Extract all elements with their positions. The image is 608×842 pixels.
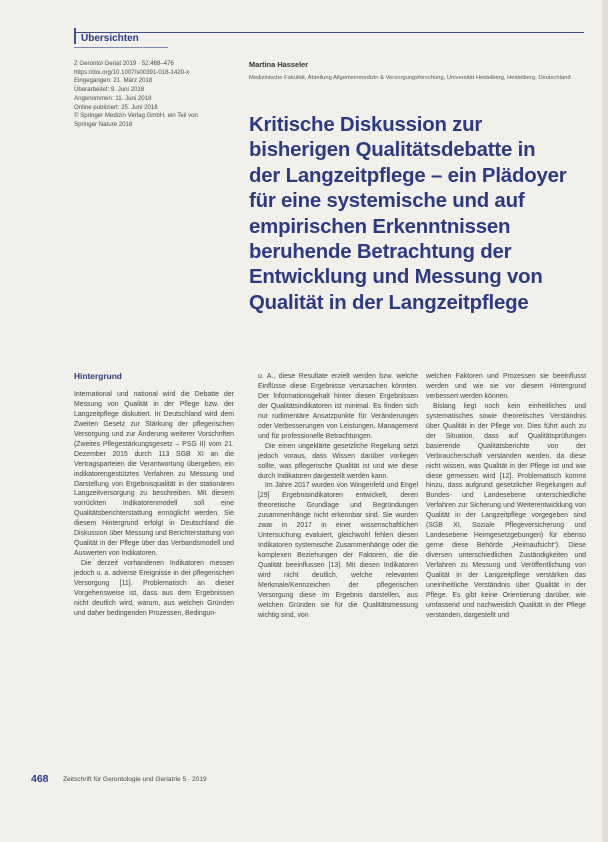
section-underline (74, 47, 168, 48)
author-affiliation: Medizinische Fakultät, Abteilung Allgemeinmedizin & Versorgungsforschung, Universität Heidelberg, Heidelberg, Deutschland (249, 75, 571, 81)
title-line: Qualität in der Langzeitpflege (249, 291, 529, 314)
page-number: 468 (31, 773, 49, 785)
title-line: empirischen Erkenntnissen (249, 215, 511, 238)
title-line: Entwicklung und Messung von (249, 266, 543, 289)
body-paragraph: Bislang liegt noch kein einheitliches und systematisches sowie theoretisches Verständnis über Qualität in der Pflege vor. Dies führt auch zu der Situation, dass auf Qualitätsprüfungen basierende Qualitätsberichte von der Verbraucherschaft verstanden werden, da diese nicht wissen, was Qualität in der Pflege ist und wie diese gemessen wird [12]. Problematisch kommt hinzu, dass aufgrund gesetzlicher Regelungen auf Bundes- und Landesebene unterschiedliche Verfahren zur Sicherung und Weiterentwicklung von Qualität in der Langzeitpflege vorgegeben sind (SGB XI, Soziale Pflegeversicherung und Landesebene Heimgesetzgebungen) für ebenso gerne diese Behörde „Heimaufsicht“). Diese diversen unterschiedlichen Zuständigkeiten und Verfahren zu Messung und Veröffentlichung von Qualität in der Langzeitpflege verstärken das uneinheitliche Verständnis über Qualität in der Pflege. Es gibt keine Orientierung darüber, wie umfassend und nachweislich Qualität in der Pflege verstanden, dargestellt und (426, 402, 586, 619)
meta-line: Online publiziert: 25. Juni 2018 (74, 103, 158, 111)
article-metadata (74, 60, 244, 130)
journal-footer: Zeitschrift für Gerontologie und Geriatrie 5 · 2019 (63, 776, 207, 783)
meta-line: Springer Nature 2018 (74, 120, 133, 128)
body-paragraph: International und national wird die Debatte der Messung von Qualität in der Pflege bzw. der Langzeitpflege diskutiert. In Deutschland wird dem Zweiten Gesetz zur Stärkung der pflegerischen Versorgung und zur Änderung weiterer Vorschriften (Zweites Pflegestärkungsgesetz – PSG II) vom 21. Dezember 2015 durch 113 SGB XI an die Vertragsparteien die Verantwortung übergeben, ein indikatorengestütztes Verfahren zu Messung und Darstellung von Ergebnisqualität in der stationären Langzeitversorgung zu beschreiben. Mit diesem vorrückten Indikatorenmodell soll eine Qualitätsberichterstattung ermöglicht werden. Sie diesem Hintergrund erfolgt in Deutschland die Diskussion über Messung und Berichterstattung von Qualität in der Pflege über das Verbandsmodell und Auswerten von Indikatoren. (74, 390, 234, 558)
meta-line: Eingegangen: 21. März 2018 (74, 77, 153, 85)
meta-line: https://doi.org/10.1007/s00391-018-1420-x (74, 68, 190, 76)
header-rule (74, 32, 584, 33)
meta-line: Angenommen: 11. Juni 2018 (74, 94, 152, 102)
meta-line: © Springer Medizin Verlag GmbH, ein Teil von (74, 112, 198, 120)
meta-line: Z Gerontol Geriat 2019 · 52:468–476 (74, 60, 174, 67)
title-line: bisherigen Qualitätsdebatte in (249, 139, 536, 162)
title-line: beruhende Betrachtung der (249, 241, 512, 264)
author-name: Martina Hasseler (249, 60, 309, 69)
body-column-2 (258, 372, 418, 621)
title-line: für eine systemische und auf (249, 190, 525, 213)
title-line: Kritische Diskussion zur (249, 114, 483, 136)
section-heading: Hintergrund (74, 371, 122, 381)
body-paragraph: Die derzeit vorhandenen Indikatoren messen jedoch u. a. adverse Ereignisse in der pflegerischen Versorgung [11]. Problematisch an dieser Vorgehensweise ist, dass aus dem Ergebnissen nicht deutlich wird, warum, aus welchen Gründen und daher bedingenden Prozessen, Bedingun- (74, 560, 234, 617)
body-paragraph: Im Jahre 2017 wurden von Wingenfeld und Engel [29] Ergebnisindikatoren entwickelt, deren theoretische Grundlage und Begründungen zusammenhänge nicht erkennbar sind. Sie wurden zwar in 2017 in einer wissenschaftlichen Untersuchung evaluiert, gleichwohl fehlen diesen Indikatoren systemische Zusammenhänge oder die komplexen Beziehungen der Faktoren, die die Qualität beeinflussen [13]. Mit diesen Indikatoren wird nicht deutlich, welche relevanten Merkmale/Kennzeichen der pflegerischen Versorgung diese im Ergebnis darstellen, aus welchen Gründen sie für die Qualitätsmessung wichtig sind, von (258, 482, 418, 619)
body-column-3 (426, 372, 586, 621)
article-title (249, 113, 594, 316)
body-column-1 (74, 372, 234, 619)
section-label: Übersichten (81, 33, 139, 44)
scan-edge (602, 0, 608, 842)
body-paragraph: u. A., diese Resultate erzielt werden bzw. welche Einflüsse diese Ergebnisse verursachen könnten. Der Informationsgehalt hinter diesen Ergebnissen der Qualitätsindikatoren ist minimal. Es finden sich nur rudimentäre Ansatzpunkte für Veränderungen oder Verbesserungen von Leistungen, Management und für professionelle Betrachtungen. (258, 373, 418, 440)
meta-line: Überarbeitet: 9. Juni 2018 (74, 86, 145, 94)
body-paragraph: welchen Faktoren und Prozessen sie beeinflusst werden und wie sie vor diesem Hintergrund verbessert werden können. (426, 373, 586, 400)
title-line: der Langzeitpflege – ein Plädoyer (249, 164, 567, 187)
body-paragraph: Die einen ungeklärte gesetzliche Regelung setzt jedoch voraus, dass Wissen darüber vorliegen sollte, was pflegerische Qualität ist und wie diese durch Indikatoren dargestellt werden kann. (258, 442, 418, 480)
section-marker (74, 28, 76, 44)
